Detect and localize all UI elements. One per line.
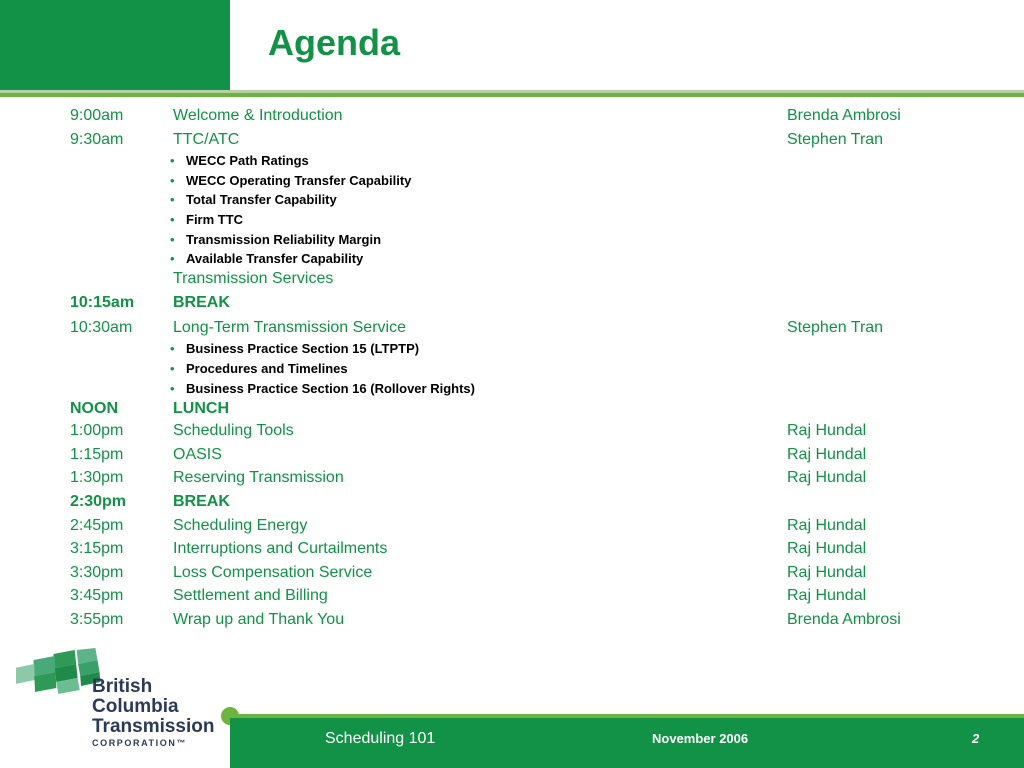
agenda-time: 2:45pm: [70, 516, 124, 534]
agenda-row: [0, 608, 1024, 632]
agenda-row: [0, 514, 1024, 538]
agenda-time: 3:55pm: [70, 610, 124, 628]
agenda-row: [0, 128, 1024, 152]
agenda-subtopic: • Business Practice Section 16 (Rollover Rights): [0, 379, 1024, 399]
agenda-topic: Scheduling Tools: [173, 422, 294, 440]
agenda-row: [0, 561, 1024, 585]
agenda-list: [0, 104, 1024, 631]
agenda-subtopic: • WECC Path Ratings: [0, 151, 1024, 171]
footer-course-name: Scheduling 101: [325, 730, 436, 747]
agenda-row: [0, 537, 1024, 561]
agenda-topic: Welcome & Introduction: [173, 107, 343, 124]
agenda-topic: BREAK: [173, 492, 230, 510]
agenda-time: 10:15am: [70, 293, 135, 311]
agenda-row-break: [0, 289, 1024, 316]
agenda-row: [0, 419, 1024, 443]
footer-page-number: 2: [972, 731, 980, 746]
slide-title: Agenda: [268, 22, 401, 63]
agenda-time: 3:45pm: [70, 587, 124, 605]
agenda-time: 1:15pm: [70, 445, 124, 463]
agenda-time: 10:30am: [70, 318, 133, 336]
logo-line: Columbia: [92, 696, 179, 717]
agenda-subtopic: • Firm TTC: [0, 210, 1024, 230]
agenda-speaker: Raj Hundal: [787, 563, 867, 581]
agenda-time: NOON: [70, 400, 118, 418]
agenda-row: [0, 269, 1024, 289]
agenda-subtopic: • Available Transfer Capability: [0, 249, 1024, 269]
agenda-subtopic: • Transmission Reliability Margin: [0, 230, 1024, 250]
agenda-speaker: Raj Hundal: [787, 445, 867, 463]
agenda-speaker: Brenda Ambrosi: [787, 107, 901, 124]
agenda-topic: OASIS: [173, 445, 222, 463]
agenda-topic: BREAK: [173, 293, 230, 311]
agenda-topic: Wrap up and Thank You: [173, 610, 345, 628]
agenda-speaker: Raj Hundal: [787, 540, 867, 558]
header-rule: [0, 93, 1024, 97]
agenda-row: [0, 104, 1024, 128]
agenda-speaker: Stephen Tran: [787, 318, 884, 336]
agenda-topic: LUNCH: [173, 400, 229, 418]
agenda-topic: Settlement and Billing: [173, 587, 328, 605]
logo-line: British: [92, 676, 153, 697]
agenda-topic: Loss Compensation Service: [173, 563, 373, 581]
agenda-row: [0, 443, 1024, 467]
agenda-time: 3:15pm: [70, 540, 124, 558]
agenda-row: [0, 466, 1024, 490]
agenda-subtopics: [0, 339, 1024, 398]
agenda-subtopic: • Business Practice Section 15 (LTPTP): [0, 339, 1024, 359]
agenda-speaker: Brenda Ambrosi: [787, 610, 901, 628]
agenda-speaker: Raj Hundal: [787, 422, 867, 440]
agenda-row: [0, 584, 1024, 608]
agenda-topic: Transmission Services: [173, 269, 334, 287]
agenda-subtopic: • Procedures and Timelines: [0, 359, 1024, 379]
agenda-row-lunch: [0, 398, 1024, 419]
agenda-time: 9:00am: [70, 107, 124, 124]
logo-corporation: CORPORATION™: [92, 738, 188, 748]
header-corner-block: [0, 0, 230, 90]
footer-date: November 2006: [652, 731, 749, 746]
agenda-topic: Reserving Transmission: [173, 469, 344, 487]
agenda-subtopic: • Total Transfer Capability: [0, 190, 1024, 210]
agenda-time: 3:30pm: [70, 563, 124, 581]
agenda-row: [0, 316, 1024, 340]
agenda-speaker: Stephen Tran: [787, 130, 884, 148]
agenda-topic: Long-Term Transmission Service: [173, 318, 406, 336]
agenda-topic: Interruptions and Curtailments: [173, 540, 388, 558]
agenda-time: 9:30am: [70, 130, 124, 148]
agenda-subtopic: • WECC Operating Transfer Capability: [0, 171, 1024, 191]
agenda-row-break: [0, 490, 1024, 514]
bctc-logo-wordmark: [92, 677, 215, 737]
agenda-speaker: Raj Hundal: [787, 516, 867, 534]
agenda-time: 1:30pm: [70, 469, 124, 487]
agenda-topic: Scheduling Energy: [173, 516, 308, 534]
logo-line: Transmission: [92, 716, 215, 737]
agenda-topic: TTC/ATC: [173, 130, 240, 148]
agenda-speaker: Raj Hundal: [787, 587, 867, 605]
agenda-speaker: Raj Hundal: [787, 469, 867, 487]
agenda-subtopics: [0, 151, 1024, 269]
agenda-time: 2:30pm: [70, 492, 127, 510]
agenda-time: 1:00pm: [70, 422, 124, 440]
